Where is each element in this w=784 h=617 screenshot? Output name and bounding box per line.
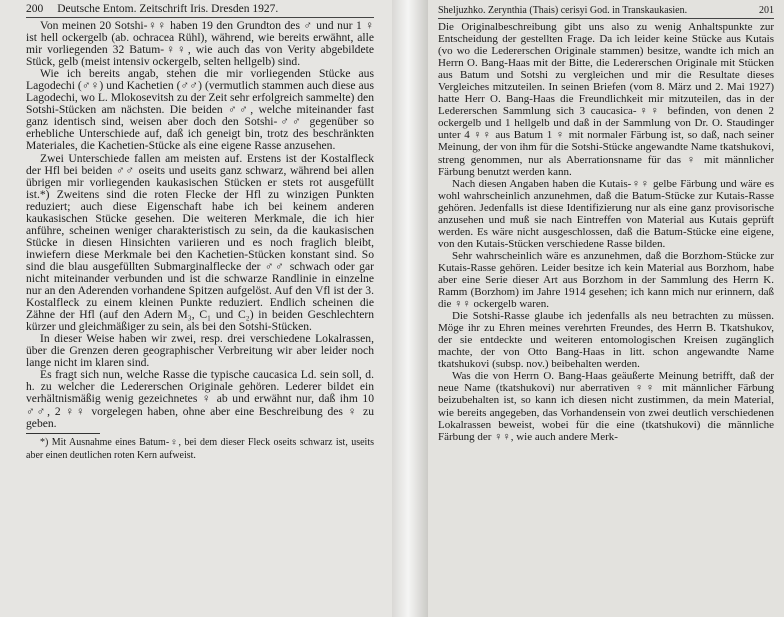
paragraph: Wie ich bereits angab, stehen die mir vorliegenden Stücke aus Lagodechi (♂♀) und Kachetien (♂♂) (vermutlich stammen auch diese aus Lagodechi, wo L. Mlokosevitsh zu der Zeit sehr erfolgreich sammelte) den Sotshi-Stücken am nächsten. Die beiden ♂♂, welche miteinander fast ganz identisch sind, weisen aber doch den Sotshi-♂♂ gegenüber so erhebliche Unterschiede auf, daß ich geneigt bin, trotz des beschränkten Materiales, die Kachetien-Stücke als eine eigene Rasse anzusehen. [26,67,374,153]
paragraph: Die Sotshi-Rasse glaube ich jedenfalls als neu betrachten zu müssen. Möge ihr zu Ehren meines verehrten Freundes, des Herrn B. Tkatshukov, der sie entdeckte und weiteren entomologischen Kreisen zugänglich machte, der von Otto Bang-Haas in litt. schon angewandte Name tkatshukovi (subsp. nov.) beibehalten werden. [438,310,774,371]
paragraph: Es fragt sich nun, welche Rasse die typische caucasica Ld. sein soll, d. h. zu welcher die Ledererschen Originale gehören. Lederer bildet ein verhältnismäßig wenig gezeichnetes ♀ ab und erwähnt nur, daß ihm 10 ♂♂, 2 ♀♀ vorgelegen haben, ohne aber eine Beschreibung des ♀ zu geben. [26,368,374,430]
right-article-title: Sheljuzhko. Zerynthia (Thais) cerisyi God. in Transkaukasien. [438,5,688,16]
left-page-number: 200 [26,3,44,15]
right-running-head [438,4,774,19]
book-gutter [392,0,428,617]
left-journal-title: Deutsche Entom. Zeitschrift Iris. Dresden 1927. [57,3,279,15]
paragraph: Nach diesen Angaben haben die Kutais-♀♀ gelbe Färbung und wäre es wohl wahrscheinlich anzunehmen, daß die Batum-Stücke zur Kutais-Rasse gehören. Jedenfalls ist diese Identifizierung nur als eine ganz provisorische anzusehen und muß sie nach Eintreffen von Material aus Kutais geprüft werden. Es wäre nicht ausgeschlossen, daß die Batum-Stücke eine eigene, von den Kutais-Stücken verschiedene Rasse bilden. [438,177,774,250]
paragraph: Sehr wahrscheinlich wäre es anzunehmen, daß die Borzhom-Stücke zur Kutais-Rasse gehören. Leider besitze ich kein Material aus Borzhom, habe aber eine Serie dieser Art aus Borzhom in der Sammlung des Herrn K. Ramm (Borzhom) im Jahre 1914 gesehen; ich kann mich nur erinnern, daß die ♀♀ ockergelb waren. [438,249,774,311]
right-page [428,0,784,617]
left-body-text [26,20,374,430]
paragraph: Zwei Unterschiede fallen am meisten auf. Erstens ist der Kostalfleck der Hfl bei beiden ♂♂ oseits und useits ganz schwarz, während bei allen übrigen mir vorliegenden kaukasischen Stücken er stets rot ausgefüllt ist.*) Zweitens sind die roten Flecke der Hfl zu winzigen Punkten reduziert; auch diese Eigenschaft habe ich bei keinem anderen kaukasischen Stücke gesehen. Die weiteren Merkmale, die ich hier anführe, scheinen weniger charakteristisch zu sein, da die kaukasischen Stücke in diesen Hinsichten variieren und es noch fraglich bleibt, inwiefern diese Merkmale bei den Kachetien-Stücken konstant sind. So sind die blau ausgefüllten Submarginalflecke der ♂♂ schwach oder gar nicht miteinander verbunden und ist die schwarze Randlinie in einzelne nur an den Aderenden vorhandene Spitzen aufgelöst. Auf den Vfl ist der 3. Kostalfleck zu einem kleinen Punkte reduziert. Endlich scheinen die Zähne der Hfl (auf den Adern M₃, C₁ und C₂) in beiden Geschlechtern kürzer und gleichmäßiger zu sein, als bei den Sotshi-Stücken. [26,151,374,334]
paragraph: Von meinen 20 Sotshi-♀♀ haben 19 den Grundton des ♂ und nur 1 ♀ ist hell ockergelb (ab. ochracea Rühl), während, wie bereits erwähnt, alle mir vorliegenden 32 Batum-♀♀, wie auch das von Verity abgebildete Stück, gelb (meist intensiv ockergelb, selten hellgelb) sind. [26,19,374,69]
paragraph: Was die von Herrn O. Bang-Haas geäußerte Meinung betrifft, daß der neue Name (tkatshukovi) nur aberrativen ♀♀ mit männlicher Färbung beizubehalten ist, so kann ich diesen nicht zustimmen, da mein Material, wie bereits angegeben, das Vorhandensein von zwei deutlich verschiedenen Lokalrassen beweist, wobei für die eine (tkatshukovi) die männliche Färbung der ♀♀, wie auch andere Merk- [438,370,774,443]
paragraph: Die Originalbeschreibung gibt uns also zu wenig Anhaltspunkte zur Entscheidung der gestellten Frage. Da ich leider keine Stücke aus Kutais (vo wo die Ledererschen Originale stammen) besitze, wandte ich mich an Herrn O. Bang-Haas mit der Bitte, die Ledererschen Originale mit Stücken aus Batum und Sotshi zu vergleichen und mir die Resultate dieses Vergleiches mitzuteilen. In seinen Briefen (vom 8. März und 2. Mai 1927) hatte Herr O. Bang-Haas die Freundlichkeit mir mitzuteilen, das in der Ledererschen Sammlung sich 3 caucasica-♀♀ befinden, von denen 2 ockergelb und 1 hellgelb und daß in der Sammlung von Dr. O. Staudinger unter 4 ♀♀ aus Batum 1 ♀ mit normaler Färbung ist, so daß, nach seiner Meinung, der von ihm für die Sotshi-Stücke angewandte Name tkatshukovi, streng genommen, nur als Aberrationsname für das ♀ mit männlicher Färbung benutzt werden kann. [438,21,774,178]
right-body-text [438,21,774,443]
right-page-number: 201 [759,5,774,16]
footnote: *) Mit Ausnahme eines Batum-♀, bei dem dieser Fleck oseits schwarz ist, useits aber einen deutlichen roten Kern aufweist. [26,436,374,461]
footnote-divider [26,433,100,434]
paragraph: In dieser Weise haben wir zwei, resp. drei verschiedene Lokalrassen, über die Grenzen deren geographischer Verbreitung wir aber leider noch lange nicht im klaren sind. [26,332,374,370]
left-running-head [26,3,374,18]
